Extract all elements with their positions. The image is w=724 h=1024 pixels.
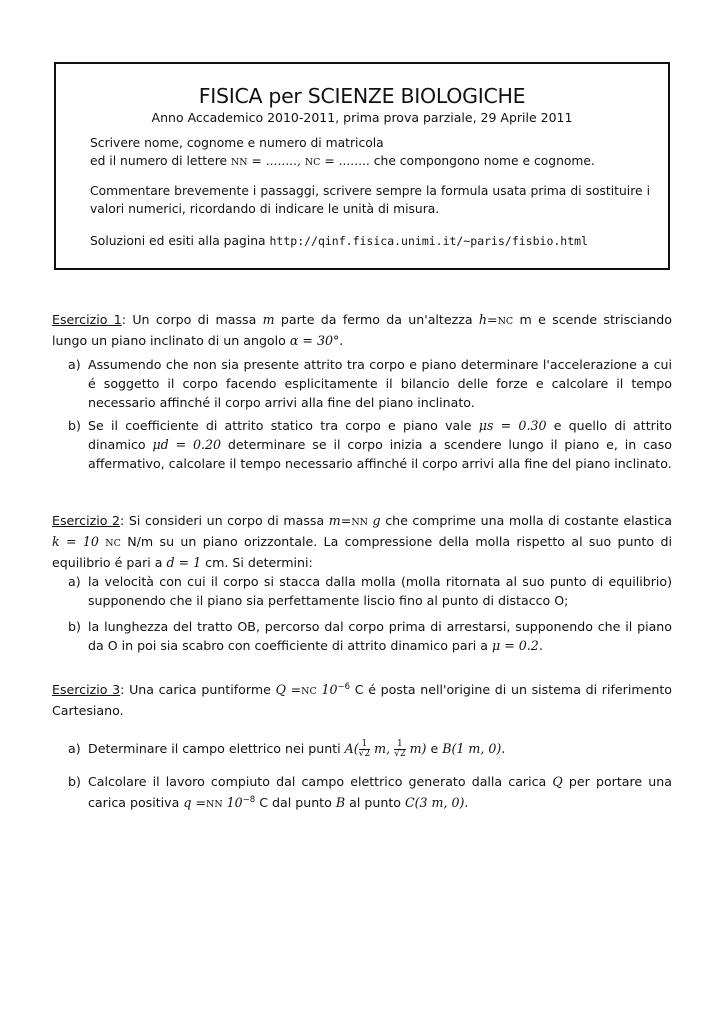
instructions-line2a: ed il numero di lettere [90, 154, 228, 168]
exercise-3-a [68, 739, 672, 759]
ex2-k-symbol: k [52, 534, 60, 550]
ex3-b-pow-exp: −8 [242, 795, 256, 806]
ex3-b-text-a: Calcolare il lavoro compiuto dal campo elettrico generato dalla carica [88, 774, 547, 789]
ex1-eq: = [487, 312, 498, 327]
ex3-b-eq: = [195, 795, 206, 811]
ex1-angle: α = 30°. [289, 333, 344, 349]
exercise-2-label: Esercizio 2 [52, 513, 121, 528]
ex2-mass-symbol: m [328, 513, 341, 528]
header-box [54, 62, 670, 270]
ex3-b-mark: b) [68, 774, 81, 789]
ex3-a-mark: a) [68, 741, 81, 756]
ex2-a-text: la velocità con cui il corpo si stacca dalla molla (molla ritornata al suo punto di equilibrio) supponendo che il piano sia perfettamente liscio fino al punto di distacco O; [88, 574, 672, 609]
ex2-text-a: : Si consideri un corpo di massa [120, 513, 325, 528]
ex3-b-body [88, 772, 672, 815]
ex3-pow-exp: −6 [337, 682, 351, 692]
ex1-b-text-a: Se il coefficiente di attrito statico tra corpo e piano vale [88, 418, 472, 433]
ex3-b-point-b: B [335, 795, 346, 811]
ex3-b-point-c: C(3 m, 0). [404, 795, 469, 811]
ex3-a-point-a: A( [344, 741, 359, 756]
ex2-nn: NN [351, 517, 368, 528]
frac-den: √2 [358, 749, 371, 759]
frac-num: 1 [359, 740, 370, 750]
ex3-a-body [88, 739, 672, 759]
ex3-charge-symbol: Q [275, 682, 286, 698]
exercise-1-label: Esercizio 1 [52, 312, 122, 327]
instructions-line2b: che compongono nome e cognome. [373, 154, 595, 168]
nn-symbol: NN [230, 157, 248, 168]
ex2-unit-g: g [372, 513, 381, 528]
exercise-1-intro [52, 310, 672, 350]
ex3-a-frac-1 [359, 740, 370, 759]
instructions-name [90, 134, 650, 172]
exercise-2-intro [52, 511, 672, 573]
ex3-a-m1: m, [374, 741, 391, 756]
ex1-a-mark: a) [68, 357, 81, 372]
ex2-text-d: cm. Si determini: [205, 555, 313, 571]
ex1-nc: NC [497, 316, 514, 327]
ex2-nc: NC [105, 538, 121, 550]
ex3-b-text-b: per portare una carica positiva [88, 774, 672, 811]
ex3-a-frac-2 [394, 740, 405, 759]
ex3-eq: = [290, 682, 302, 698]
ex1-b-mu-s: μs = 0.30 [478, 418, 547, 433]
ex3-a-text: Determinare il campo elettrico nei punti [88, 741, 341, 756]
instructions-line1: Scrivere nome, cognome e numero di matricola [90, 136, 384, 150]
ex2-b-text-a: la lunghezza del tratto OB, percorso dal corpo prima di arrestarsi, supponendo che il piano da O in poi sia scabro con coefficiente di attrito dinamico pari a [88, 619, 672, 654]
solutions-text: Soluzioni ed esiti alla pagina [90, 234, 266, 248]
ex3-a-and: e [430, 741, 439, 756]
ex1-text-a: : Un corpo di massa [121, 312, 257, 327]
ex3-pow-base: 10 [321, 682, 338, 698]
frac-den: √2 [394, 749, 406, 759]
instructions-solutions [90, 232, 650, 250]
exercise-3-b [68, 772, 672, 815]
frac-num: 1 [394, 740, 405, 750]
nn-blank: = ........, [251, 154, 301, 168]
ex3-a-point-b: B(1 m, 0). [442, 741, 506, 756]
ex2-eq: = [340, 513, 352, 528]
ex3-text-a: : Una carica puntiforme [120, 682, 271, 698]
ex1-a-text: Assumendo che non sia presente attrito tra corpo e piano determinare l'accelerazione a cui é soggetto il corpo facendo esplicitamente il bilancio delle forze e calcolare il tempo necessario affinché il corpo arrivi alla fine del piano inclinato. [88, 357, 672, 411]
solutions-link[interactable]: http://qinf.fisica.unimi.it/~paris/fisbio.html [269, 234, 588, 248]
ex1-text-b: parte da fermo da un'altezza [280, 312, 473, 327]
nc-blank: = ........ [324, 154, 370, 168]
ex2-a-mark: a) [68, 574, 81, 589]
ex2-b-mu: μ = 0.2. [492, 638, 543, 654]
ex1-b-body [88, 416, 672, 474]
ex3-nc: NC [301, 686, 317, 698]
ex1-mass-symbol: m [262, 312, 275, 327]
ex1-b-text-c: determinare se il corpo inizia a scendere lungo il piano e, in caso affermativo, calcolare il tempo necessario affinché il corpo arrivi alla fine del piano inclinato. [88, 437, 672, 472]
exercise-3-intro [52, 678, 672, 721]
ex3-b-pow-base: 10 [226, 795, 243, 811]
ex1-text-c: m e scende strisciando lungo un piano inclinato di un angolo [52, 312, 672, 349]
ex3-b-q: q [183, 795, 192, 811]
ex1-b-mu-d: μd = 0.20 [152, 437, 222, 453]
ex2-d-value: d = 1 [166, 555, 202, 571]
ex1-b-text-b: e quello di attrito dinamico [88, 418, 672, 453]
ex2-b-body [88, 617, 672, 655]
ex3-text-b: C é posta nell'origine di un sistema di riferimento Cartesiano. [52, 682, 672, 719]
ex3-b-nn: NN [206, 799, 223, 811]
exercise-1-a [68, 355, 672, 413]
ex2-k-value: = 10 [66, 534, 99, 550]
instructions-comment: Commentare brevemente i passaggi, scrivere sempre la formula usata prima di sostituire i valori numerici, ricordando di indicare le unità di misura. [90, 184, 650, 216]
page-title: FISICA per SCIENZE BIOLOGICHE [198, 84, 526, 108]
ex3-b-text-c: C dal punto [259, 795, 332, 811]
ex2-text-b: che comprime una molla di costante elastica [385, 513, 672, 528]
ex3-a-m2: m) [409, 741, 427, 756]
page-subtitle: Anno Accademico 2010-2011, prima prova parziale, 29 Aprile 2011 [151, 110, 573, 125]
ex2-b-mark: b) [68, 619, 81, 634]
ex3-b-Q: Q [552, 774, 563, 789]
exercise-2-b [68, 617, 672, 655]
ex3-b-text-d: al punto [349, 795, 401, 811]
nc-symbol: NC [304, 157, 321, 168]
exercise-2-a [68, 572, 672, 610]
exercise-3-label: Esercizio 3 [52, 682, 121, 698]
ex1-b-mark: b) [68, 418, 81, 433]
ex1-height-symbol: h [478, 312, 488, 327]
exercise-1-b [68, 416, 672, 474]
ex2-text-c: N/m su un piano orizzontale. La compressione della molla rispetto al suo punto di equilibrio é pari a [52, 534, 672, 571]
